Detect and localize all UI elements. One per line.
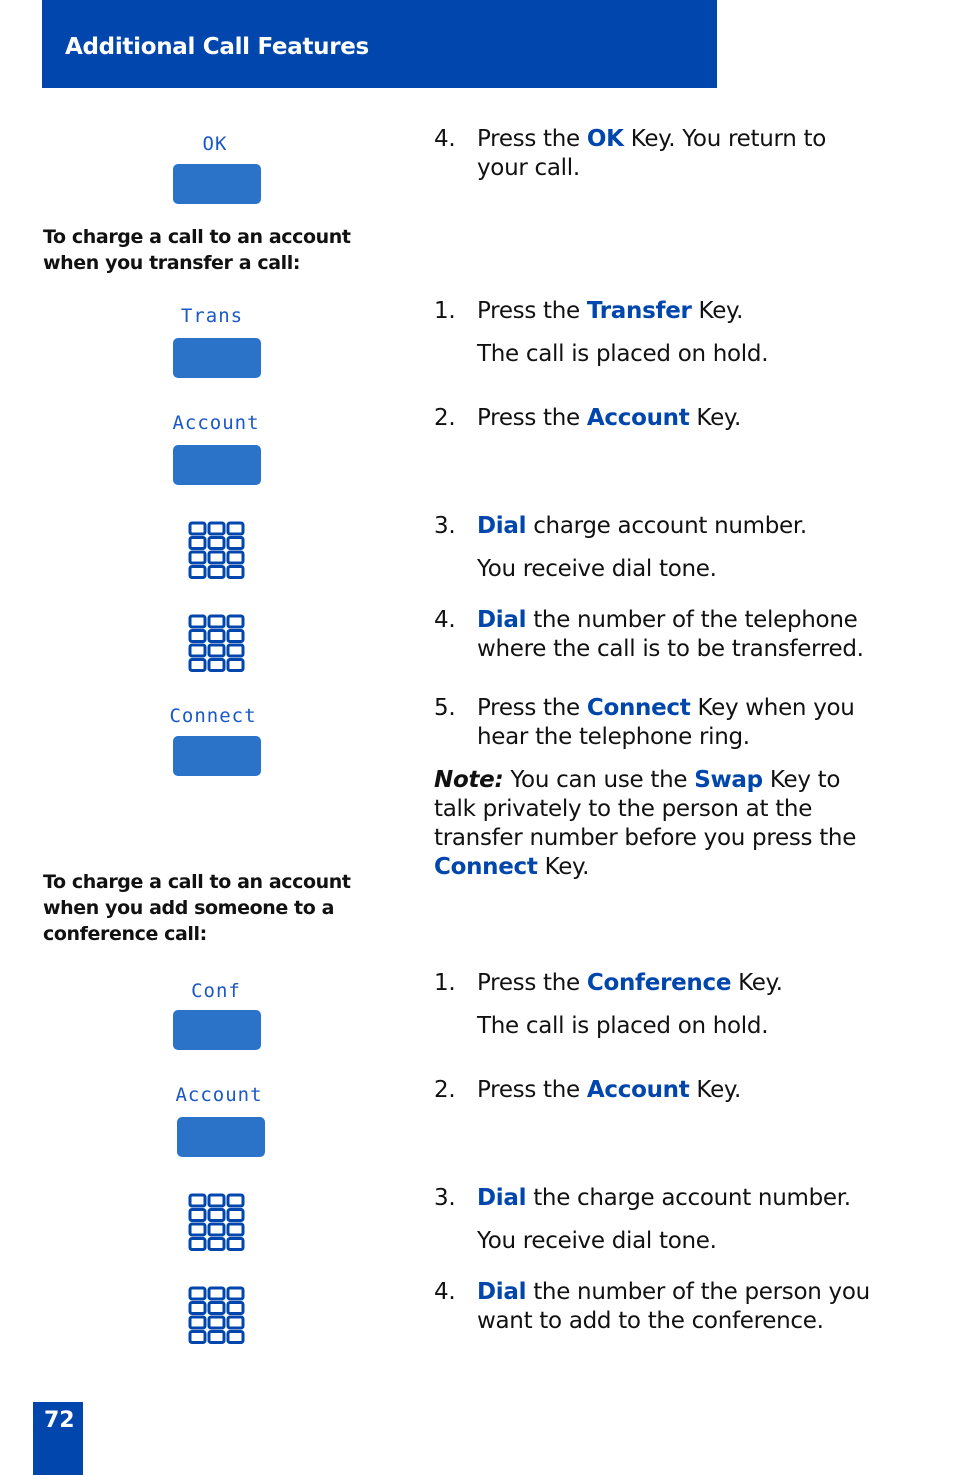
keypad-key [190, 1239, 205, 1250]
connect-key-name: Connect [586, 695, 691, 721]
step-press-connect: 5. Press the Connect Key when you hear the telephone ring. [434, 695, 855, 750]
header-bar [42, 0, 717, 88]
keypad-key [228, 645, 243, 656]
connect-softkey-button[interactable] [173, 736, 261, 776]
step-dial-tone-note: You receive dial tone. [477, 556, 717, 582]
step-press-conference: 1. Press the Conference Key. [434, 970, 783, 996]
step-press-transfer: 1. Press the Transfer Key. [434, 298, 744, 324]
step-dial-tone-note-conference: You receive dial tone. [477, 1228, 717, 1254]
page-number: 72 [44, 1408, 75, 1433]
keypad-key [209, 1303, 224, 1314]
keypad-icon [188, 521, 246, 581]
swap-key-name: Swap [694, 767, 763, 793]
keypad-key [209, 1210, 224, 1221]
dial-keyword: Dial [477, 1279, 527, 1305]
transfer-softkey-button[interactable] [173, 338, 261, 378]
keypad-key [228, 567, 243, 578]
dial-keyword: Dial [477, 1185, 527, 1211]
keypad-key [190, 645, 205, 656]
keypad-key [190, 1195, 205, 1206]
transfer-key-name: Transfer [586, 298, 692, 324]
keypad-key [190, 1224, 205, 1235]
page-title: Additional Call Features [65, 34, 369, 60]
softkey-label-trans: Trans [180, 305, 244, 327]
account-key-name: Account [586, 1077, 690, 1103]
keypad-key [228, 1224, 243, 1235]
step-dial-account: 3. Dial charge account number. [434, 513, 807, 539]
note-swap: Note: You can use the Swap Key to talk privately to the person at the transfer number before you press the Connect Key. [434, 767, 857, 880]
keypad-key [190, 616, 205, 627]
keypad-icon [188, 614, 246, 674]
keypad-key [190, 552, 205, 563]
keypad-key [228, 523, 243, 534]
keypad-key [190, 631, 205, 642]
keypad-key [228, 538, 243, 549]
keypad-key [209, 1317, 224, 1328]
keypad-key [190, 567, 205, 578]
step-press-account: 2. Press the Account Key. [434, 405, 741, 431]
keypad-key [190, 1288, 205, 1299]
account-softkey-button[interactable] [173, 445, 261, 485]
ok-key-name: OK [586, 126, 624, 152]
keypad-key [209, 523, 224, 534]
keypad-key [228, 616, 243, 627]
step-dial-account-conference: 3. Dial the charge account number. [434, 1185, 851, 1211]
keypad-icon [188, 1286, 246, 1346]
keypad-key [209, 1195, 224, 1206]
step-transfer-note: The call is placed on hold. [477, 341, 769, 367]
keypad-key [209, 1239, 224, 1250]
softkey-label-conf: Conf [191, 980, 241, 1002]
conference-softkey-button[interactable] [173, 1010, 261, 1050]
softkey-label-ok: OK [202, 133, 228, 155]
keypad-key [228, 1332, 243, 1343]
keypad-key [209, 552, 224, 563]
keypad-key [228, 1317, 243, 1328]
keypad-key [190, 538, 205, 549]
keypad-key [209, 1332, 224, 1343]
keypad-key [190, 523, 205, 534]
keypad-key [209, 538, 224, 549]
step-dial-telephone: 4. Dial the number of the telephone where the call is to be transferred. [434, 607, 864, 662]
keypad-key [228, 1239, 243, 1250]
page-number-box [33, 1402, 83, 1475]
conference-key-name: Conference [586, 970, 732, 996]
keypad-key [190, 1303, 205, 1314]
keypad-key [228, 660, 243, 671]
softkey-label-account: Account [175, 1084, 263, 1106]
section-heading-conference: To charge a call to an account when you add someone to a conference call: [43, 871, 351, 945]
keypad-key [209, 631, 224, 642]
keypad-key [209, 616, 224, 627]
keypad-key [209, 1224, 224, 1235]
keypad-icon [188, 1193, 246, 1253]
connect-key-name: Connect [434, 854, 538, 880]
account-key-name: Account [586, 405, 690, 431]
account-softkey-button[interactable] [177, 1117, 265, 1157]
keypad-key [228, 631, 243, 642]
step-dial-person: 4. Dial the number of the person you want to add to the conference. [434, 1279, 870, 1334]
dial-keyword: Dial [477, 513, 527, 539]
keypad-key [209, 567, 224, 578]
keypad-key [190, 1332, 205, 1343]
section-heading-transfer: To charge a call to an account when you transfer a call: [43, 226, 351, 274]
ok-softkey-button[interactable] [173, 164, 261, 204]
keypad-key [190, 1317, 205, 1328]
step-ok-return: 4. Press the OK Key. You return to your call. [434, 126, 827, 181]
keypad-key [228, 552, 243, 563]
keypad-key [228, 1288, 243, 1299]
keypad-key [209, 660, 224, 671]
keypad-key [209, 645, 224, 656]
keypad-key [228, 1195, 243, 1206]
keypad-key [190, 1210, 205, 1221]
step-press-account-conference: 2. Press the Account Key. [434, 1077, 741, 1103]
keypad-key [228, 1303, 243, 1314]
dial-keyword: Dial [477, 607, 527, 633]
keypad-key [228, 1210, 243, 1221]
keypad-key [209, 1288, 224, 1299]
softkey-label-connect: Connect [169, 705, 257, 727]
keypad-key [190, 660, 205, 671]
softkey-label-account: Account [172, 412, 260, 434]
step-conference-hold-note: The call is placed on hold. [477, 1013, 769, 1039]
